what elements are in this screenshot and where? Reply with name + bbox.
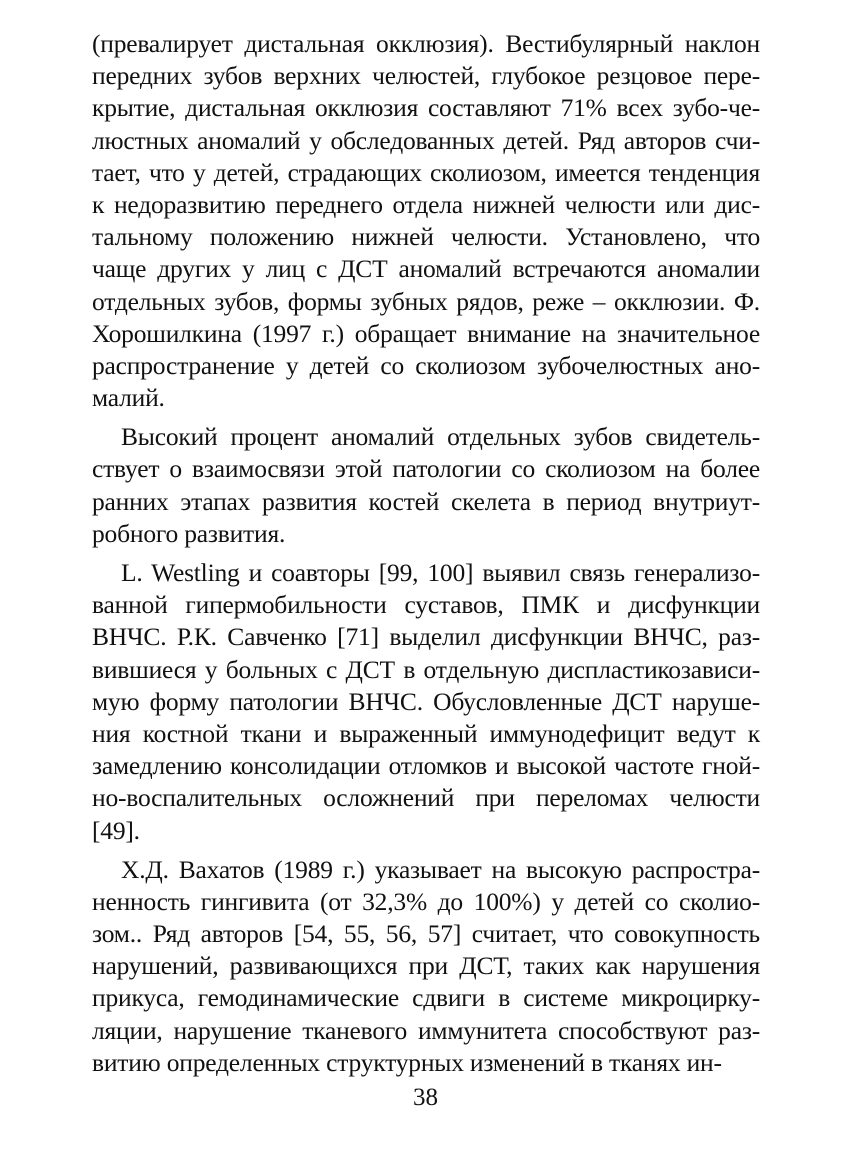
text-line: передних зубов верхних челюстей, глубокое резцовое пере- [92,61,760,91]
page-number: 38 [413,1084,438,1111]
text-line: малий. [92,383,165,413]
text-line: ванной гипермобильности суставов, ПМК и дисфункции [92,590,760,620]
text-line: тает, что у детей, страдающих сколиозом, имеется тенденция [92,157,760,187]
text-line: вившиеся у больных с ДСТ в отдельную диспластикозависи- [92,654,760,684]
text-line: ствует о взаимосвязи этой патологии со сколиозом на более [92,454,760,484]
paragraph [92,421,760,550]
text-line: прикуса, гемодинамические сдвиги в системе микроцирку- [92,983,760,1013]
paragraph [92,557,760,847]
text-line: чаще других у лиц с ДСТ аномалий встречаются аномалии [92,254,760,284]
body-text [92,28,760,1086]
text-line: Х.Д. Вахатов (1989 г.) указывает на высокую распростра- [121,854,760,884]
text-line: нарушений, развивающихся при ДСТ, таких как нарушения [92,951,760,981]
text-line: ранних этапах развития костей скелета в период внутриут- [92,486,760,516]
text-line: к недоразвитию переднего отдела нижней челюсти или дис- [92,189,760,219]
text-line: ния костной ткани и выраженный иммунодефицит ведут к [92,718,760,748]
text-line: распространение у детей со сколиозом зубочелюстных ано- [92,350,760,380]
text-line: ненность гингивита (от 32,3% до 100%) у детей со сколио- [92,886,760,916]
text-line: робного развития. [92,518,286,548]
text-line: [49]. [92,815,140,845]
text-line: витию определенных структурных изменений в тканях ин- [92,1047,722,1077]
text-line: ВНЧС. Р.К. Савченко [71] выделил дисфункции ВНЧС, раз- [92,622,760,652]
text-line: но-воспалительных осложнений при переломах челюсти [92,783,760,813]
text-line: тальному положению нижней челюсти. Установлено, что [92,222,760,252]
text-line: крытие, дистальная окклюзия составляют 71% всех зубо-че- [92,93,760,123]
text-line: люстных аномалий у обследованных детей. Ряд авторов счи- [92,125,760,155]
text-line: замедлению консолидации отломков и высокой частоте гной- [92,751,760,781]
text-line: отдельных зубов, формы зубных рядов, реже – окклюзии. Ф. [92,286,760,316]
paragraph [92,854,760,1079]
paragraph [92,28,760,414]
text-line: ляции, нарушение тканевого иммунитета способствуют раз- [92,1015,760,1045]
text-line: Хорошилкина (1997 г.) обращает внимание на значительное [92,318,760,348]
text-line: L. Westling и соавторы [99, 100] выявил связь генерализо- [121,558,760,587]
text-line: Высокий процент аномалий отдельных зубов свидетель- [121,422,760,452]
text-line: мую форму патологии ВНЧС. Обусловленные ДСТ наруше- [92,686,760,716]
text-line: (превалирует дистальная окклюзия). Вестибулярный наклон [92,29,760,58]
text-line: зом.. Ряд авторов [54, 55, 56, 57] считает, что совокупность [92,919,760,949]
